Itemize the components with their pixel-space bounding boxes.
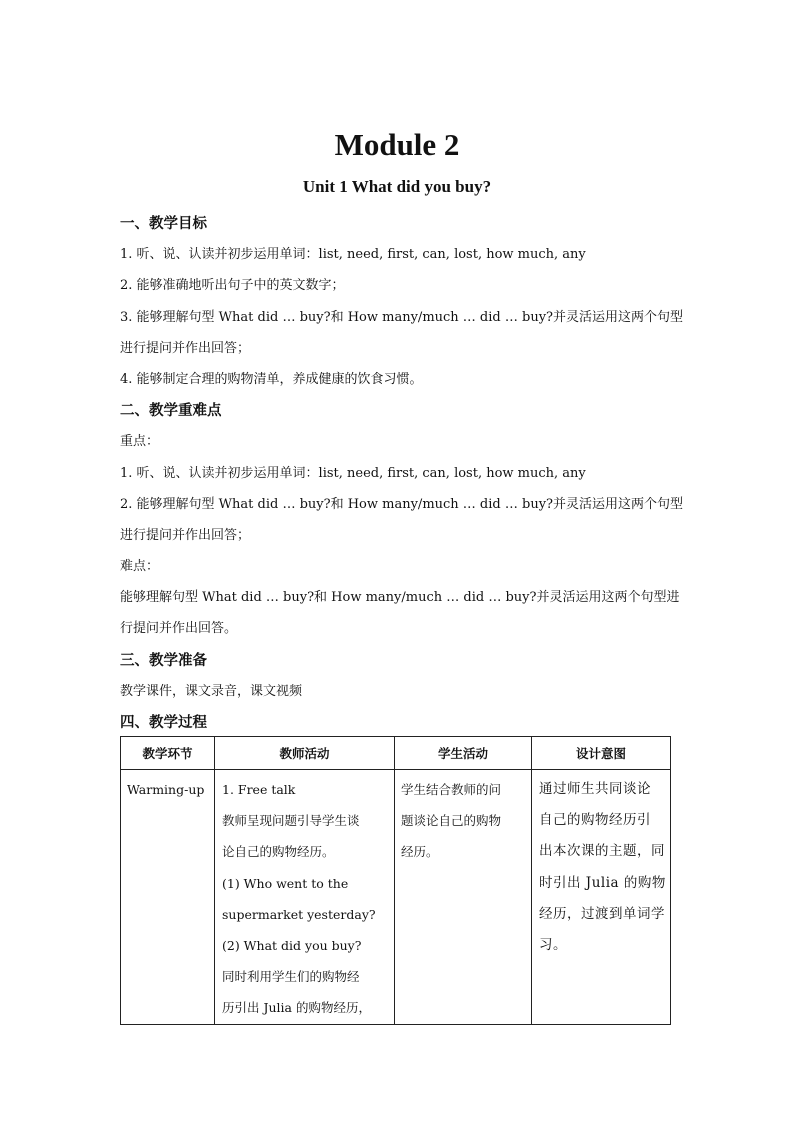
purpose-line: 经历，过渡到单词学 (539, 905, 665, 922)
cell-design-purpose (532, 770, 671, 1025)
section-heading-objectives: 一、教学目标 (120, 215, 207, 232)
header-student-activity: 学生活动 (395, 737, 532, 770)
preparation-text: 教学课件，课文录音，课文视频 (120, 683, 303, 699)
difficult-point-item-cont: 行提问并作出回答。 (120, 621, 238, 637)
objective-item-1: 1. 听、说、认读并初步运用单词：list, need, first, can, lost, how much, any (120, 247, 586, 263)
objective-item-2: 2. 能够准确地听出句子中的英文数字； (120, 278, 345, 294)
teacher-line: 同时利用学生们的购物经 (222, 969, 360, 985)
objective-item-4: 4. 能够制定合理的购物清单，养成健康的饮食习惯。 (120, 371, 423, 387)
teacher-line: (2) What did you buy? (222, 938, 362, 954)
header-stage: 教学环节 (121, 737, 215, 770)
section-heading-key-points: 二、教学重难点 (120, 402, 222, 420)
cell-stage (121, 770, 215, 1025)
cell-student-activity (395, 770, 532, 1025)
student-line: 题谈论自己的购物 (401, 813, 502, 829)
key-point-item-1: 1. 听、说、认读并初步运用单词：list, need, first, can, lost, how much, any (120, 465, 586, 481)
header-teacher-activity: 教师活动 (215, 737, 395, 770)
key-points-label: 重点： (120, 434, 160, 450)
student-line: 学生结合教师的问 (401, 782, 502, 797)
teacher-line: (1) Who went to the (222, 875, 349, 891)
objective-item-3-cont: 进行提问并作出回答； (120, 340, 251, 356)
teacher-line: 1. Free talk (222, 782, 296, 797)
section-heading-process: 四、教学过程 (120, 714, 207, 731)
table-header-row (121, 737, 671, 770)
objective-item-3: 3. 能够理解句型 What did … buy?和 How many/much … did … buy?并灵活运用这两个句型 (120, 309, 684, 325)
section-heading-preparation: 三、教学准备 (120, 651, 207, 669)
document-title: Module 2 (334, 127, 460, 162)
purpose-line: 习。 (539, 937, 567, 954)
key-point-item-2-cont: 进行提问并作出回答； (120, 527, 251, 543)
purpose-line: 通过师生共同谈论 (539, 781, 651, 797)
purpose-line: 出本次课的主题，同 (539, 843, 665, 860)
teaching-process-table (120, 736, 671, 1025)
teacher-line: 论自己的购物经历。 (222, 844, 335, 860)
teacher-line: 历引出 Julia 的购物经历， (222, 1000, 371, 1016)
cell-teacher-activity (215, 770, 395, 1025)
purpose-line: 时引出 Julia 的购物 (539, 874, 666, 891)
key-point-item-2: 2. 能够理解句型 What did … buy?和 How many/much … did … buy?并灵活运用这两个句型 (120, 496, 684, 512)
lesson-plan-body (120, 208, 684, 738)
document-subtitle: Unit 1 What did you buy? (302, 177, 492, 196)
stage-line: Warming-up (127, 782, 205, 797)
student-line: 经历。 (401, 844, 439, 860)
header-design-purpose: 设计意图 (532, 737, 671, 770)
teacher-line: supermarket yesterday? (222, 906, 376, 922)
teacher-line: 教师呈现问题引导学生谈 (222, 813, 360, 829)
difficult-points-label: 难点： (120, 559, 160, 575)
purpose-line: 自己的购物经历引 (539, 812, 651, 829)
table-row (121, 770, 671, 1025)
difficult-point-item: 能够理解句型 What did … buy?和 How many/much … did … buy?并灵活运用这两个句型进 (120, 590, 680, 606)
